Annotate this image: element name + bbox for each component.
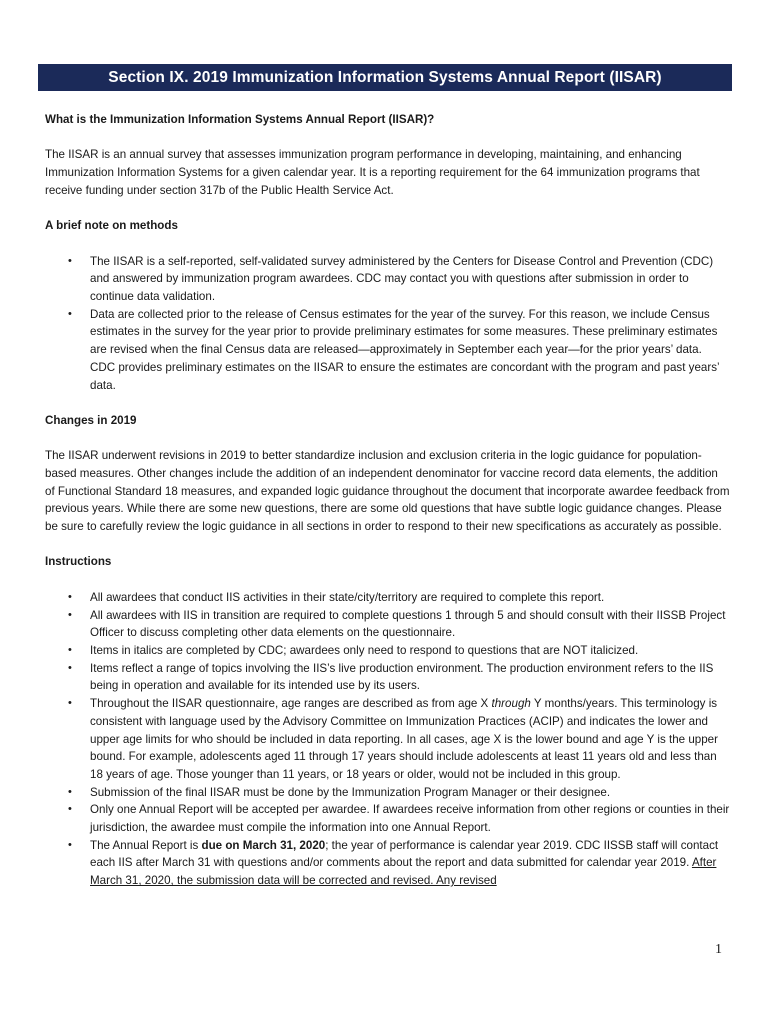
- document-body: [45, 111, 730, 890]
- due-date-text: due on March 31, 2020: [201, 838, 326, 852]
- page-number: 1: [715, 942, 722, 957]
- list-item-text-part: Y months/years. This terminology is consistent with language used by the Advisory Committee on Immunization Practices (ACIP) and indicates the lower and upper age limits for who should be included in data reporting. In all cases, age X is the lower bound and age Y is the upper bound. For example, adolescents aged 11 through 17 years should include adolescents at least 11 years old and less than 18 years of age. Those younger than 11 years, or 18 years or older, would not be included in this group.: [90, 697, 718, 781]
- heading-instructions: Instructions: [45, 555, 112, 569]
- instructions-bullet-list: [45, 589, 730, 890]
- list-item-text: All awardees that conduct IIS activities in their state/city/territory are required to complete this report.: [90, 590, 605, 604]
- list-item: [45, 660, 730, 695]
- list-item-text-part: ; the year of performance is calendar year 2019. CDC IISSB staff will contact each IIS after March 31 with questions and/or comments about the report and data submitted for calendar year 2019.: [90, 838, 719, 870]
- list-item: [45, 642, 730, 660]
- list-item-text-part: Throughout the IISAR questionnaire, age ranges are described as from age X: [90, 697, 492, 711]
- list-item-text: Items in italics are completed by CDC; awardees only need to respond to questions that are NOT italicized.: [90, 643, 639, 657]
- bullet-icon: •: [68, 661, 72, 674]
- list-item-text: Data are collected prior to the release of Census estimates for the year of the survey. For this reason, we include Census estimates in the survey for the year prior to provide preliminary estimates for some measures. These preliminary estimates are revised when the final Census data are released—approximately in September each year—for the prior years’ data. CDC provides preliminary estimates on the IISAR to ensure the estimates are concordant with the program and past years’ data.: [90, 307, 720, 392]
- list-item-text: The IISAR is a self-reported, self-validated survey administered by the Centers for Disease Control and Prevention (CDC) and answered by immunization program awardees. CDC may contact you with questions after submission in order to continue data validation.: [90, 254, 714, 303]
- list-item: [45, 589, 730, 607]
- bullet-icon: •: [68, 254, 72, 267]
- list-item-text-part: The Annual Report is: [90, 838, 202, 852]
- bullet-icon: •: [68, 307, 72, 320]
- list-item-text: Only one Annual Report will be accepted per awardee. If awardees receive information from other regions or counties in their jurisdiction, the awardee must compile the information into one Annual Report.: [90, 803, 730, 835]
- bullet-icon: •: [68, 803, 72, 816]
- heading-methods: A brief note on methods: [45, 219, 178, 233]
- section-title-banner: Section IX. 2019 Immunization Information Systems Annual Report (IISAR): [38, 64, 732, 91]
- list-item: [45, 837, 730, 890]
- list-item-text: Submission of the final IISAR must be done by the Immunization Program Manager or their designee.: [90, 785, 611, 799]
- bullet-icon: •: [68, 608, 72, 621]
- heading-changes: Changes in 2019: [45, 413, 137, 427]
- bullet-icon: •: [68, 838, 72, 851]
- methods-bullet-list: [45, 253, 730, 395]
- bullet-icon: •: [68, 785, 72, 798]
- list-item: [45, 253, 730, 306]
- bullet-icon: •: [68, 643, 72, 656]
- list-item-text: All awardees with IIS in transition are required to complete questions 1 through 5 and should consult with their IISSB Project Officer to discuss completing other data elements on the questionnaire.: [90, 608, 726, 640]
- list-item: [45, 306, 730, 395]
- paragraph-iisar-description: The IISAR is an annual survey that assesses immunization program performance in developing, maintaining, and enhancing Immunization Information Systems for a given calendar year. It is a reporting requirement for the 64 immunization programs that receive funding under section 317b of the Public Health Service Act.: [45, 148, 700, 197]
- italic-text: through: [491, 697, 531, 711]
- underlined-text: After March 31, 2020, the submission data will be corrected and revised. Any revised: [90, 856, 717, 888]
- list-item: [45, 801, 730, 836]
- list-item: [45, 695, 730, 784]
- paragraph-changes: The IISAR underwent revisions in 2019 to better standardize inclusion and exclusion criteria in the logic guidance for population-based measures. Other changes include the addition of an independent denominator for vaccine record data elements, the addition of Functional Standard 18 measures, and expanded logic guidance throughout the document that incorporate awardee feedback from previous years. While there are some new questions, there are some old questions that have subtle logic guidance changes. Please be sure to carefully review the logic guidance in all sections in order to respond to their new specifications as accurately as possible.: [45, 449, 730, 534]
- bullet-icon: •: [68, 697, 72, 710]
- list-item: [45, 784, 730, 802]
- bullet-icon: •: [68, 590, 72, 603]
- list-item: [45, 607, 730, 642]
- list-item-text: Items reflect a range of topics involving the IIS’s live production environment. The production environment refers to the IIS being in operation and available for its intended use by its users.: [90, 661, 714, 693]
- heading-what-is-iisar: What is the Immunization Information Systems Annual Report (IISAR)?: [45, 113, 435, 126]
